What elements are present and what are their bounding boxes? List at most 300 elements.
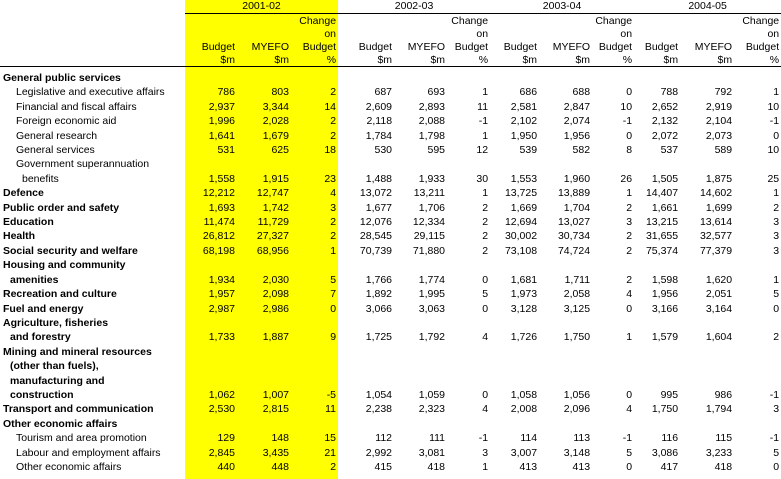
change-cell: 1 bbox=[626, 331, 633, 344]
budget-cell: 12,212 bbox=[202, 187, 235, 200]
budget-cell: 11,474 bbox=[203, 216, 235, 229]
myefo-header bbox=[394, 14, 447, 28]
myefo-cell: 1,995 bbox=[418, 288, 446, 301]
change-cell: -1 bbox=[769, 115, 780, 128]
row-label: Government superannuation bbox=[16, 158, 150, 171]
myefo-cell bbox=[539, 157, 592, 171]
myefo-cell: 589 bbox=[714, 144, 733, 157]
change-header: % bbox=[291, 53, 338, 67]
budget-cell bbox=[634, 345, 680, 359]
change-cell bbox=[447, 417, 490, 431]
budget-cell bbox=[185, 345, 237, 359]
table-row bbox=[0, 302, 781, 316]
change-cell: 2 bbox=[482, 230, 489, 243]
row-label: Other economic affairs bbox=[16, 460, 122, 473]
change-cell bbox=[592, 359, 634, 373]
myefo-cell: 113 bbox=[573, 432, 591, 445]
table-row bbox=[0, 330, 781, 344]
change-cell: -1 bbox=[622, 115, 633, 128]
budget-cell: 13,725 bbox=[504, 187, 538, 200]
table-row bbox=[0, 287, 781, 301]
myefo-cell bbox=[539, 316, 592, 330]
change-cell: 5 bbox=[330, 273, 337, 286]
myefo-cell: 3,063 bbox=[418, 302, 446, 315]
myefo-cell: 688 bbox=[572, 86, 591, 99]
myefo-cell: 1,794 bbox=[705, 403, 733, 416]
budget-header bbox=[185, 14, 237, 28]
myefo-cell: 3,125 bbox=[563, 302, 591, 315]
change-cell: 12 bbox=[476, 144, 489, 157]
budget-cell: 1,062 bbox=[208, 388, 235, 401]
myefo-cell bbox=[394, 157, 447, 171]
myefo-cell: 2,096 bbox=[563, 403, 591, 416]
budget-cell: 1,733 bbox=[208, 331, 235, 344]
change-cell bbox=[592, 374, 634, 388]
budget-header bbox=[490, 27, 539, 40]
change-header: % bbox=[734, 53, 781, 67]
budget-cell: 537 bbox=[660, 144, 679, 157]
change-cell: 4 bbox=[626, 288, 633, 301]
myefo-cell bbox=[394, 359, 447, 373]
table-row bbox=[0, 258, 781, 272]
budget-cell: 13,072 bbox=[359, 187, 393, 200]
myefo-cell: 12,334 bbox=[412, 216, 446, 229]
change-cell: 1 bbox=[482, 86, 489, 99]
header-spacer bbox=[0, 14, 185, 28]
myefo-cell: 71,880 bbox=[412, 244, 446, 257]
budget-cell: 786 bbox=[217, 86, 235, 99]
myefo-cell: 29,115 bbox=[413, 230, 446, 243]
myefo-cell bbox=[237, 316, 291, 330]
row-label: amenities bbox=[10, 273, 59, 286]
change-cell bbox=[291, 258, 338, 272]
table-row bbox=[0, 402, 781, 416]
myefo-cell bbox=[680, 258, 734, 272]
myefo-header: MYEFO bbox=[694, 40, 733, 53]
budget-header: $m bbox=[490, 53, 539, 67]
table-row bbox=[0, 186, 781, 200]
change-cell: 11 bbox=[325, 403, 337, 416]
myefo-cell: 2,058 bbox=[563, 288, 591, 301]
myefo-cell bbox=[394, 258, 447, 272]
myefo-cell bbox=[539, 71, 592, 85]
row-label: Tourism and area promotion bbox=[16, 432, 147, 445]
myefo-cell: 12,747 bbox=[256, 187, 289, 200]
budget-cell bbox=[338, 71, 394, 85]
myefo-cell bbox=[539, 345, 592, 359]
myefo-cell bbox=[680, 157, 734, 171]
table-row bbox=[0, 71, 781, 85]
myefo-cell bbox=[680, 316, 734, 330]
myefo-cell bbox=[394, 374, 447, 388]
change-cell: 2 bbox=[482, 216, 489, 229]
change-cell bbox=[592, 316, 634, 330]
budget-header: Budget bbox=[644, 40, 679, 53]
change-cell: 0 bbox=[773, 302, 780, 315]
change-cell: 0 bbox=[330, 302, 337, 315]
myefo-cell bbox=[680, 417, 734, 431]
budget-cell: 417 bbox=[660, 460, 679, 473]
budget-cell: 129 bbox=[217, 432, 235, 445]
change-cell bbox=[291, 359, 338, 373]
row-label: Education bbox=[3, 216, 54, 229]
row-label: General public services bbox=[3, 72, 121, 84]
budget-cell: 1,677 bbox=[365, 201, 393, 214]
row-label: manufacturing and bbox=[10, 374, 105, 387]
budget-cell: 1,957 bbox=[208, 288, 235, 301]
myefo-cell: 803 bbox=[271, 86, 289, 99]
budget-cell bbox=[634, 258, 680, 272]
myefo-cell bbox=[237, 417, 291, 431]
change-cell: 10 bbox=[767, 144, 780, 157]
myefo-cell: 32,577 bbox=[699, 230, 733, 243]
change-cell: 8 bbox=[626, 144, 633, 157]
budget-cell: 1,784 bbox=[365, 129, 393, 142]
budget-cell: 1,661 bbox=[651, 201, 679, 214]
myefo-cell: 1,704 bbox=[563, 201, 591, 214]
change-cell bbox=[447, 316, 490, 330]
change-cell bbox=[447, 258, 490, 272]
budget-cell: 2,581 bbox=[510, 100, 538, 113]
myefo-cell: 1,933 bbox=[418, 172, 446, 185]
change-cell bbox=[592, 417, 634, 431]
change-header: on bbox=[476, 27, 489, 40]
myefo-cell: 2,847 bbox=[563, 100, 591, 113]
year-header: 2003-04 bbox=[490, 0, 634, 14]
budget-cell bbox=[490, 316, 539, 330]
change-cell: 4 bbox=[626, 403, 633, 416]
table-row bbox=[0, 431, 781, 445]
budget-cell: 3,086 bbox=[651, 446, 679, 459]
myefo-cell bbox=[680, 359, 734, 373]
myefo-cell: 3,233 bbox=[705, 446, 733, 459]
change-header: Budget bbox=[598, 40, 633, 53]
change-cell: 2 bbox=[482, 201, 489, 214]
change-cell: -1 bbox=[622, 432, 633, 445]
budget-header bbox=[185, 27, 237, 40]
myefo-cell: 1,706 bbox=[418, 201, 446, 214]
budget-cell: 2,118 bbox=[366, 115, 393, 128]
change-cell: 0 bbox=[626, 388, 633, 401]
myefo-cell bbox=[394, 71, 447, 85]
budget-cell: 2,008 bbox=[510, 403, 538, 416]
table-row bbox=[0, 229, 781, 243]
myefo-cell: 2,088 bbox=[418, 115, 446, 128]
change-cell: 2 bbox=[330, 230, 337, 243]
myefo-cell: 11,729 bbox=[257, 216, 289, 229]
change-cell: 2 bbox=[773, 331, 780, 344]
myefo-header bbox=[237, 27, 291, 40]
myefo-cell: 792 bbox=[714, 86, 733, 99]
budget-cell: 1,892 bbox=[365, 288, 393, 301]
change-cell: 1 bbox=[482, 460, 489, 473]
change-cell: 0 bbox=[626, 86, 633, 99]
myefo-cell bbox=[237, 258, 291, 272]
change-cell bbox=[734, 345, 781, 359]
change-header: Change bbox=[595, 14, 633, 27]
myefo-header bbox=[237, 14, 291, 28]
myefo-cell bbox=[394, 345, 447, 359]
myefo-cell: 30,734 bbox=[557, 230, 591, 243]
myefo-cell: 1,007 bbox=[262, 388, 289, 401]
change-cell: 26 bbox=[620, 172, 633, 185]
budget-cell: 14,407 bbox=[645, 187, 679, 200]
column-header-row bbox=[0, 40, 781, 53]
row-label: Transport and communication bbox=[3, 403, 154, 416]
myefo-cell: 1,679 bbox=[262, 129, 289, 142]
budget-cell bbox=[490, 71, 539, 85]
budget-cell bbox=[338, 316, 394, 330]
change-cell: 2 bbox=[626, 273, 633, 286]
table-row bbox=[0, 374, 781, 388]
myefo-cell: 111 bbox=[429, 432, 446, 445]
myefo-header: $m bbox=[237, 53, 291, 67]
myefo-cell: 3,081 bbox=[418, 446, 446, 459]
change-header: % bbox=[592, 53, 634, 67]
budget-cell bbox=[490, 258, 539, 272]
column-header-row bbox=[0, 53, 781, 67]
budget-cell bbox=[490, 345, 539, 359]
budget-cell bbox=[185, 417, 237, 431]
change-cell: 10 bbox=[620, 100, 633, 113]
budget-cell: 75,374 bbox=[645, 244, 679, 257]
budget-cell: 3,128 bbox=[510, 302, 538, 315]
myefo-header bbox=[539, 27, 592, 40]
myefo-cell bbox=[237, 71, 291, 85]
budget-cell: 68,198 bbox=[202, 244, 235, 257]
table-row bbox=[0, 460, 781, 474]
change-cell: -1 bbox=[478, 432, 489, 445]
myefo-cell: 1,960 bbox=[563, 172, 591, 185]
row-label: Recreation and culture bbox=[3, 288, 117, 301]
budget-cell bbox=[490, 157, 539, 171]
myefo-header bbox=[394, 27, 447, 40]
row-label: Legislative and executive affairs bbox=[16, 86, 165, 99]
budget-cell: 1,750 bbox=[651, 403, 679, 416]
myefo-cell: 1,887 bbox=[262, 331, 289, 344]
myefo-cell: 2,074 bbox=[563, 115, 591, 128]
myefo-cell: 418 bbox=[714, 460, 733, 473]
budget-cell: 1,488 bbox=[365, 172, 393, 185]
myefo-cell: 74,724 bbox=[557, 244, 591, 257]
change-cell bbox=[734, 157, 781, 171]
change-cell bbox=[447, 359, 490, 373]
budget-cell bbox=[338, 359, 394, 373]
myefo-cell bbox=[680, 345, 734, 359]
myefo-cell: 13,211 bbox=[413, 187, 446, 200]
budget-cell: 12,694 bbox=[504, 216, 538, 229]
change-cell bbox=[734, 258, 781, 272]
myefo-cell: 2,919 bbox=[705, 100, 733, 113]
table-row bbox=[0, 129, 781, 143]
row-label: and forestry bbox=[10, 331, 71, 344]
change-cell: 0 bbox=[773, 460, 780, 473]
table-row bbox=[0, 316, 781, 330]
myefo-cell: 582 bbox=[572, 144, 591, 157]
budget-cell: 686 bbox=[519, 86, 538, 99]
change-cell: 18 bbox=[324, 144, 337, 157]
row-label: Housing and community bbox=[3, 259, 126, 272]
myefo-cell bbox=[237, 359, 291, 373]
myefo-cell: 2,073 bbox=[705, 129, 733, 142]
budget-cell: 1,956 bbox=[651, 288, 679, 301]
budget-cell: 1,693 bbox=[208, 201, 235, 214]
change-cell: 9 bbox=[330, 331, 337, 344]
budget-header bbox=[634, 14, 680, 28]
myefo-cell: 986 bbox=[714, 388, 733, 401]
change-cell: 5 bbox=[773, 288, 780, 301]
myefo-cell: 625 bbox=[271, 144, 289, 157]
change-cell bbox=[734, 374, 781, 388]
myefo-cell: 1,792 bbox=[418, 331, 446, 344]
budget-cell: 26,812 bbox=[202, 230, 235, 243]
myefo-header bbox=[680, 27, 734, 40]
budget-cell: 687 bbox=[374, 86, 393, 99]
myefo-cell bbox=[539, 417, 592, 431]
myefo-cell: 77,379 bbox=[699, 244, 733, 257]
change-header: on bbox=[620, 27, 633, 40]
table-row bbox=[0, 201, 781, 215]
change-cell: 3 bbox=[773, 216, 780, 229]
change-cell bbox=[734, 417, 781, 431]
change-cell: 2 bbox=[626, 230, 633, 243]
change-header: % bbox=[447, 53, 490, 67]
row-label: Health bbox=[3, 230, 36, 243]
budget-cell bbox=[185, 71, 237, 85]
myefo-cell: 68,956 bbox=[256, 244, 289, 257]
change-cell bbox=[592, 258, 634, 272]
change-cell bbox=[447, 71, 490, 85]
myefo-cell: 1,059 bbox=[418, 388, 446, 401]
budget-cell bbox=[185, 316, 237, 330]
change-cell: 1 bbox=[773, 86, 780, 99]
change-cell bbox=[734, 71, 781, 85]
change-header: Budget bbox=[454, 40, 489, 53]
change-cell: 1 bbox=[330, 244, 337, 257]
column-header-row bbox=[0, 27, 781, 40]
myefo-cell: 1,604 bbox=[705, 331, 733, 344]
budget-header bbox=[634, 27, 680, 40]
budget-cell: 788 bbox=[660, 86, 679, 99]
row-label: Agriculture, fisheries bbox=[3, 316, 109, 329]
budget-cell: 70,739 bbox=[359, 244, 393, 257]
myefo-cell bbox=[539, 359, 592, 373]
myefo-cell: 2,030 bbox=[262, 273, 289, 286]
change-cell bbox=[291, 316, 338, 330]
change-cell bbox=[734, 359, 781, 373]
change-cell: -1 bbox=[478, 115, 489, 128]
myefo-cell: 2,323 bbox=[418, 403, 446, 416]
change-cell: 23 bbox=[324, 172, 337, 185]
myefo-cell: 3,164 bbox=[705, 302, 733, 315]
change-cell: 21 bbox=[324, 446, 337, 459]
budget-cell: 73,108 bbox=[504, 244, 538, 257]
myefo-cell: 2,104 bbox=[705, 115, 733, 128]
row-label: Public order and safety bbox=[3, 201, 120, 214]
budget-cell: 1,725 bbox=[365, 331, 393, 344]
budget-cell: 1,934 bbox=[208, 273, 235, 286]
budget-cell bbox=[490, 359, 539, 373]
table-row bbox=[0, 85, 781, 99]
change-cell bbox=[592, 345, 634, 359]
table-row bbox=[0, 345, 781, 359]
change-header: Budget bbox=[745, 40, 780, 53]
myefo-cell: 1,750 bbox=[563, 331, 591, 344]
myefo-cell: 2,098 bbox=[262, 288, 289, 301]
change-cell: 2 bbox=[330, 216, 337, 229]
change-cell: 5 bbox=[773, 446, 780, 459]
myefo-cell: 1,956 bbox=[563, 129, 591, 142]
row-label: construction bbox=[10, 388, 74, 401]
budget-cell: 1,669 bbox=[510, 201, 538, 214]
budget-cell: 2,072 bbox=[651, 129, 679, 142]
budget-cell bbox=[338, 345, 394, 359]
budget-cell: 1,553 bbox=[510, 172, 538, 185]
budget-cell bbox=[634, 359, 680, 373]
myefo-cell bbox=[237, 345, 291, 359]
budget-cell bbox=[490, 374, 539, 388]
myefo-cell: 1,915 bbox=[262, 172, 289, 185]
budget-cell: 1,054 bbox=[365, 388, 393, 401]
change-cell bbox=[447, 157, 490, 171]
budget-header bbox=[338, 14, 394, 28]
table-row bbox=[0, 359, 781, 373]
row-label: benefits bbox=[22, 172, 59, 185]
change-cell: 3 bbox=[482, 446, 489, 459]
myefo-cell: 1,742 bbox=[262, 201, 289, 214]
budget-cell: 1,579 bbox=[651, 331, 679, 344]
myefo-header: MYEFO bbox=[407, 40, 446, 53]
budget-cell: 3,007 bbox=[510, 446, 538, 459]
myefo-cell: 115 bbox=[715, 432, 733, 445]
myefo-cell: 413 bbox=[572, 460, 591, 473]
budget-cell: 531 bbox=[217, 144, 235, 157]
budget-cell: 413 bbox=[519, 460, 538, 473]
table-row bbox=[0, 215, 781, 229]
change-cell bbox=[291, 345, 338, 359]
change-cell: 1 bbox=[773, 273, 780, 286]
myefo-cell bbox=[680, 374, 734, 388]
myefo-header bbox=[680, 14, 734, 28]
myefo-header: MYEFO bbox=[552, 40, 591, 53]
change-header: Change bbox=[742, 14, 780, 27]
row-label: Financial and fiscal affairs bbox=[16, 100, 137, 113]
change-header: on bbox=[767, 27, 780, 40]
change-cell bbox=[291, 71, 338, 85]
myefo-cell bbox=[680, 71, 734, 85]
change-cell: 3 bbox=[773, 403, 780, 416]
budget-cell bbox=[185, 374, 237, 388]
change-cell: 0 bbox=[626, 129, 633, 142]
budget-header bbox=[490, 14, 539, 28]
change-cell bbox=[447, 345, 490, 359]
myefo-cell: 1,798 bbox=[418, 129, 446, 142]
row-label: (other than fuels), bbox=[10, 360, 99, 373]
change-cell: 7 bbox=[330, 288, 337, 301]
change-cell bbox=[734, 316, 781, 330]
budget-cell: 2,992 bbox=[365, 446, 393, 459]
budget-header: $m bbox=[338, 53, 394, 67]
myefo-cell bbox=[539, 374, 592, 388]
change-cell: 14 bbox=[324, 100, 337, 113]
change-cell bbox=[291, 417, 338, 431]
change-cell: 25 bbox=[767, 172, 780, 185]
change-cell: 2 bbox=[773, 201, 780, 214]
myefo-header: $m bbox=[539, 53, 592, 67]
budget-cell: 116 bbox=[661, 432, 679, 445]
budget-cell bbox=[185, 258, 237, 272]
change-cell: 3 bbox=[773, 244, 780, 257]
